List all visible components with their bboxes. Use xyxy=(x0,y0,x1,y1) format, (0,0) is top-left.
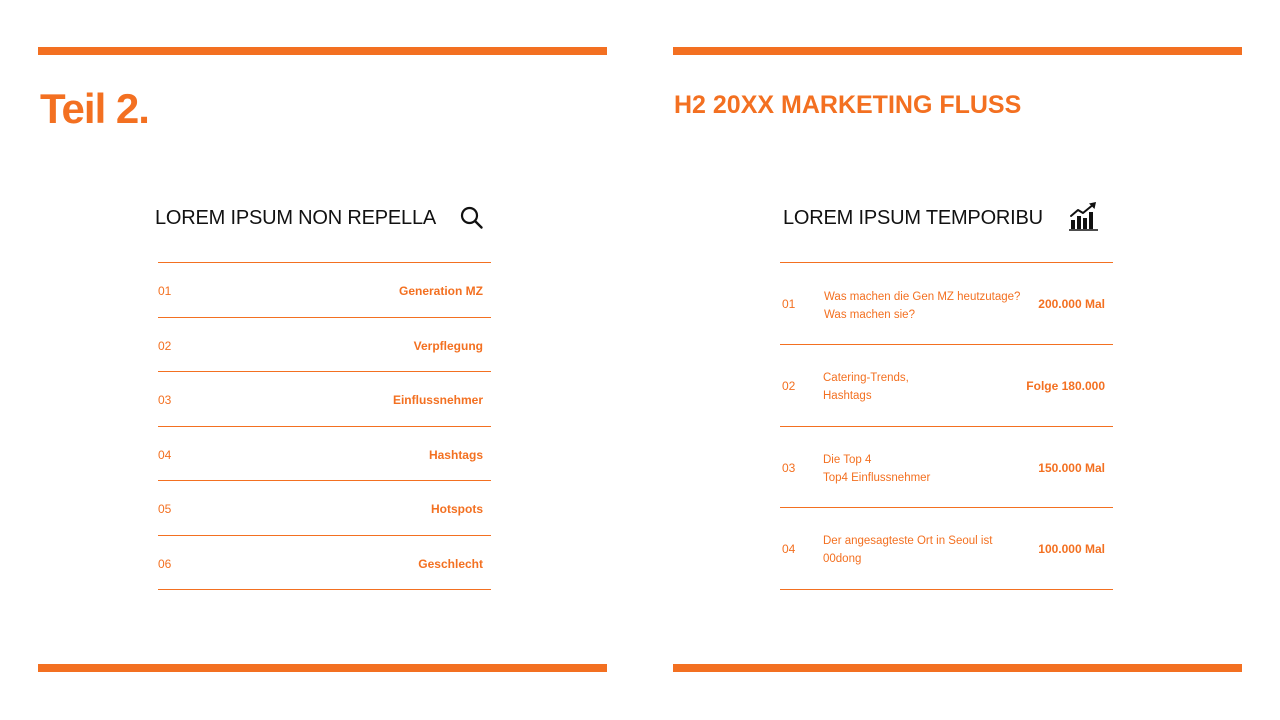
row-description-line2: 00dong xyxy=(823,553,862,565)
row-value: 100.000 Mal xyxy=(1038,542,1105,556)
left-section-heading: LOREM IPSUM NON REPELLA xyxy=(155,207,437,229)
item-number: 04 xyxy=(158,448,172,462)
item-label: Hotspots xyxy=(431,502,483,516)
item-number: 03 xyxy=(158,393,172,407)
row-number: 04 xyxy=(782,542,796,556)
table-row xyxy=(780,345,1113,427)
row-description xyxy=(823,451,1033,487)
row-number: 03 xyxy=(782,461,796,475)
table-row xyxy=(780,427,1113,508)
row-description-line1: Catering-Trends, xyxy=(823,372,909,384)
row-description-line1: Was machen die Gen MZ heutzutage? xyxy=(824,291,1021,303)
table-row xyxy=(780,508,1113,590)
item-label: Verpflegung xyxy=(413,339,483,353)
row-value: 150.000 Mal xyxy=(1038,461,1105,475)
row-description-line1: Der angesagteste Ort in Seoul ist xyxy=(823,535,993,547)
list-item xyxy=(158,318,491,372)
row-description xyxy=(824,288,1039,324)
row-number: 01 xyxy=(782,297,796,311)
list-item xyxy=(158,536,491,590)
right-list xyxy=(780,262,1113,590)
item-label: Hashtags xyxy=(428,448,483,462)
top-right-accent-bar xyxy=(673,47,1242,55)
right-section-heading: LOREM IPSUM TEMPORIBU xyxy=(783,207,1043,229)
row-value: 200.000 Mal xyxy=(1038,297,1105,311)
left-list xyxy=(158,262,491,590)
row-description xyxy=(823,369,1033,405)
bottom-right-accent-bar xyxy=(673,664,1242,672)
page-title: Teil 2. xyxy=(40,85,149,132)
item-label: Einflussnehmer xyxy=(392,393,483,407)
row-number: 02 xyxy=(782,379,796,393)
row-value: Folge 180.000 xyxy=(1026,379,1105,393)
item-label: Geschlecht xyxy=(418,557,483,571)
search-icon xyxy=(458,204,486,232)
item-label: Generation MZ xyxy=(398,284,483,298)
item-number: 06 xyxy=(158,557,172,571)
top-left-accent-bar xyxy=(38,47,607,55)
list-item xyxy=(158,263,491,318)
row-description-line2: Was machen sie? xyxy=(824,309,915,321)
list-item xyxy=(158,427,491,481)
bottom-left-accent-bar xyxy=(38,664,607,672)
list-item xyxy=(158,372,491,427)
list-item xyxy=(158,481,491,536)
row-description xyxy=(823,532,1033,568)
row-description-line2: Hashtags xyxy=(823,390,872,402)
row-description-line1: Die Top 4 xyxy=(823,454,872,466)
item-number: 05 xyxy=(158,502,172,516)
item-number: 02 xyxy=(158,339,172,353)
table-row xyxy=(780,263,1113,345)
item-number: 01 xyxy=(158,284,172,298)
row-description-line2: Top4 Einflussnehmer xyxy=(823,472,931,484)
right-page-title: H2 20XX MARKETING FLUSS xyxy=(674,91,1022,119)
growth-chart-icon xyxy=(1068,200,1100,232)
